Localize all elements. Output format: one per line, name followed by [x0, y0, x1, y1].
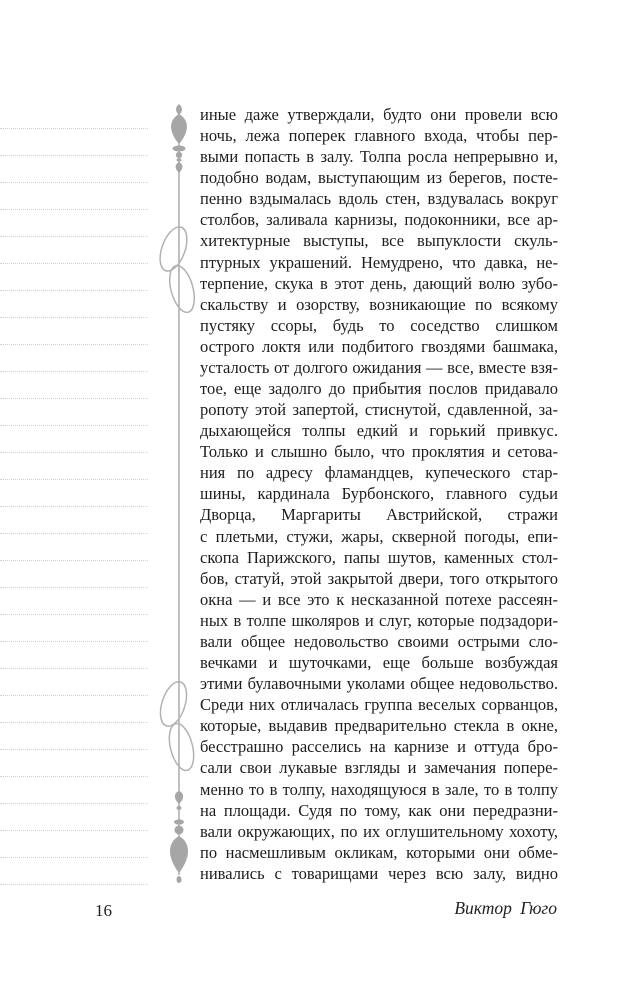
ornament-top-finial	[171, 104, 187, 173]
text-line: этими булавочными уколами общее недовольство.	[200, 674, 558, 694]
text-line: Только и слышно было, что проклятия и сетова-	[200, 442, 558, 462]
ruled-line	[0, 155, 148, 182]
ruled-line	[0, 209, 148, 236]
text-line: с плетьми, стужи, жары, скверной погоды, епи-	[200, 526, 558, 546]
text-line: хитектурные выступы, все выпуклости скуль-	[200, 231, 558, 251]
text-line: ных в толпе школяров и слуг, которые подзадори-	[200, 610, 558, 630]
text-line: дыхающейся толпы едкий и горький привкус.	[200, 421, 558, 441]
text-line: столбов, заливала карнизы, подоконники, все ар-	[200, 210, 558, 230]
text-line: бесстрашно расселись на карнизе и оттуда бро-	[200, 737, 558, 757]
text-line: менно то в толпу, находящуюся в зале, то в толпу	[200, 779, 558, 799]
ruled-line	[0, 641, 148, 668]
text-line: выми попасть в залу. Толпа росла непрерывно и,	[200, 147, 558, 167]
ruled-line	[0, 614, 148, 641]
ruled-line	[0, 371, 148, 398]
ornament-top-loop	[157, 223, 199, 315]
ruled-line	[0, 128, 148, 155]
ornament-divider-icon	[157, 103, 201, 885]
ruled-line	[0, 830, 148, 857]
text-line: бов, статуй, этой закрытой двери, того открытого	[200, 568, 558, 588]
ruled-line	[0, 317, 148, 344]
text-line: птурных украшений. Немудрено, что давка, не-	[200, 252, 558, 272]
text-line: Дворца, Маргариты Австрийской, стражи	[200, 505, 558, 525]
text-line: острого локтя или подбитого гвоздями башмака,	[200, 336, 558, 356]
ruled-line	[0, 452, 148, 479]
text-line: которые, выдавив предварительно стекла в окне,	[200, 716, 558, 736]
text-line: окна — и все это к несказанной потехе рассеян-	[200, 589, 558, 609]
text-line: сали свои лукавые взгляды и замечания попере-	[200, 758, 558, 778]
page-number: 16	[95, 901, 112, 920]
text-line: шины, кардинала Бурбонского, главного судьи	[200, 484, 558, 504]
ruled-line	[0, 290, 148, 317]
text-line: тое, еще задолго до прибытия послов придавало	[200, 379, 558, 399]
text-line: вечками и шуточками, еще больше возбуждая	[200, 653, 558, 673]
author-name: Виктор Гюго	[454, 898, 557, 918]
text-line: Среди них отличалась группа веселых сорванцов,	[200, 695, 558, 715]
text-line: вали окружающих, по их оглушительному хохоту,	[200, 821, 558, 841]
text-line: ропоту этой запертой, стиснутой, сдавленной, за-	[200, 400, 558, 420]
text-line: усталость от долгого ожидания — все, вместе взя-	[200, 357, 558, 377]
text-line: пустяку ссоры, будь то соседство слишком	[200, 315, 558, 335]
text-line: подобно водам, выступающим из берегов, посте-	[200, 168, 558, 188]
ruled-line	[0, 695, 148, 722]
text-line: ния по адресу фламандцев, купеческого стар-	[200, 463, 558, 483]
ruled-lines	[0, 128, 148, 911]
ruled-line	[0, 587, 148, 614]
ruled-line	[0, 263, 148, 290]
ruled-line	[0, 506, 148, 533]
text-line: терпение, скука в этот день, дающий волю зубо-	[200, 273, 558, 293]
text-line: вали общее недовольство своими острыми сло-	[200, 631, 558, 651]
text-line: иные даже утверждали, будто они провели всю	[200, 105, 558, 124]
ruled-line	[0, 533, 148, 560]
ruled-line	[0, 668, 148, 695]
text-line: нивались с товарищами через всю залу, видно	[200, 863, 558, 883]
text-line: по насмешливым окликам, которыми они обме-	[200, 842, 558, 862]
ruled-line	[0, 776, 148, 803]
ruled-line	[0, 749, 148, 776]
ruled-line	[0, 560, 148, 587]
ruled-line	[0, 344, 148, 371]
text-line: на площади. Судя по тому, как они передразни-	[200, 800, 558, 820]
body-text	[200, 104, 558, 884]
ruled-line	[0, 479, 148, 506]
ruled-line	[0, 857, 148, 884]
text-line: пенно вздымалась вдоль стен, вздувалась вокруг	[200, 189, 558, 209]
ruled-line	[0, 425, 148, 452]
text-line: скальству и озорству, возникающие по всякому	[200, 294, 558, 314]
text-line: ночь, лежа поперек главного входа, чтобы пер-	[200, 126, 558, 146]
ruled-line	[0, 722, 148, 749]
ornament-bottom-loop	[157, 679, 198, 773]
ruled-line	[0, 398, 148, 425]
ruled-line	[0, 182, 148, 209]
ruled-line	[0, 803, 148, 830]
text-line: скопа Парижского, папы шутов, каменных стол-	[200, 547, 558, 567]
ruled-line	[0, 884, 148, 911]
ruled-line	[0, 236, 148, 263]
